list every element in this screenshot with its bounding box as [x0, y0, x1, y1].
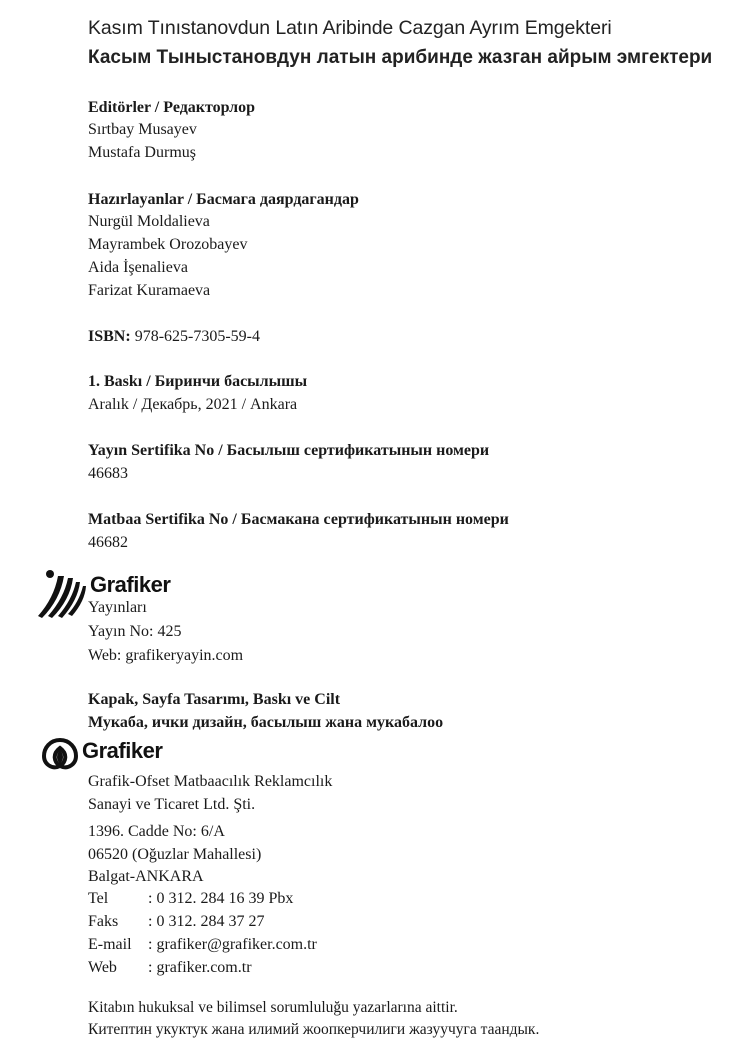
printer-tel: [88, 889, 293, 909]
printer-logo-text: Grafiker: [82, 738, 163, 763]
printer-fax: [88, 912, 264, 932]
isbn-label: ISBN:: [88, 328, 131, 345]
email-label: E-mail: [88, 936, 132, 953]
edition-heading: 1. Baskı / Биринчи басылышы: [88, 373, 308, 390]
web-value: : grafiker.com.tr: [148, 959, 252, 976]
editor-name: Mustafa Durmuş: [88, 144, 196, 161]
preparers-heading: Hazırlayanlar / Басмага даярдагандар: [88, 191, 359, 208]
publisher-web: Web: grafikeryayin.com: [88, 647, 244, 664]
responsibility-ky: Китептин укуктук жана илимий жоопкерчилиги жазуучуга таандык.: [88, 1021, 540, 1038]
printer-company-1: Grafik-Ofset Matbaacılık Reklamcılık: [88, 773, 333, 790]
preparer-name: Nurgül Moldalieva: [88, 213, 210, 230]
edition-date: Aralık / Декабрь, 2021 / Ankara: [88, 396, 298, 413]
tel-value: : 0 312. 284 16 39 Pbx: [148, 890, 294, 907]
title-cyrillic: Касым Тыныстановдун латын арибинде жазган айрым эмгектери: [88, 47, 713, 68]
printer-address-1: 1396. Cadde No: 6/A: [88, 823, 225, 840]
tel-label: Tel: [88, 890, 109, 907]
publisher-name: Yayınları: [88, 599, 147, 616]
grafiker-printer-logo: [40, 734, 190, 774]
email-value: : grafiker@grafiker.com.tr: [148, 936, 317, 953]
title-latin: Kasım Tınıstanovdun Latın Aribinde Cazgan Ayrım Emgekteri: [88, 17, 612, 39]
cover-design-heading-tr: Kapak, Sayfa Tasarımı, Baskı ve Cilt: [88, 691, 341, 708]
printer-company-2: Sanayi ve Ticaret Ltd. Şti.: [88, 796, 256, 813]
isbn-value: 978-625-7305-59-4: [134, 328, 260, 345]
responsibility-tr: Kitabın hukuksal ve bilimsel sorumluluğu yazarlarına aittir.: [88, 999, 458, 1016]
print-cert-number: 46682: [88, 534, 128, 551]
editors-heading: Editörler / Редакторлор: [88, 99, 256, 116]
stripes-logo-icon: [34, 568, 94, 618]
publisher-cert-heading: Yayın Sertifika No / Басылыш сертификатынын номери: [88, 442, 490, 459]
publisher-cert-number: 46683: [88, 465, 128, 482]
printer-address-3: Balgat-ANKARA: [88, 868, 204, 885]
printer-address-2: 06520 (Oğuzlar Mahallesi): [88, 846, 262, 863]
isbn-line: [88, 327, 260, 347]
cover-design-heading-ky: Мукаба, ички дизайн, басылыш жана мукабалоо: [88, 714, 444, 731]
web-label: Web: [88, 959, 117, 976]
leaf-logo-icon: [40, 736, 80, 772]
fax-label: Faks: [88, 913, 119, 930]
preparer-name: Aida İşenalieva: [88, 259, 188, 276]
printer-web: [88, 958, 252, 978]
printer-email: [88, 935, 317, 955]
editor-name: Sırtbay Musayev: [88, 121, 197, 138]
preparer-name: Farizat Kuramaeva: [88, 282, 211, 299]
preparer-name: Mayrambek Orozobayev: [88, 236, 248, 253]
print-cert-heading: Matbaa Sertifika No / Басмакана сертификатынын номери: [88, 511, 509, 528]
publisher-logo-text: Grafiker: [90, 572, 171, 597]
fax-value: : 0 312. 284 37 27: [148, 913, 265, 930]
publisher-number: Yayın No: 425: [88, 623, 182, 640]
